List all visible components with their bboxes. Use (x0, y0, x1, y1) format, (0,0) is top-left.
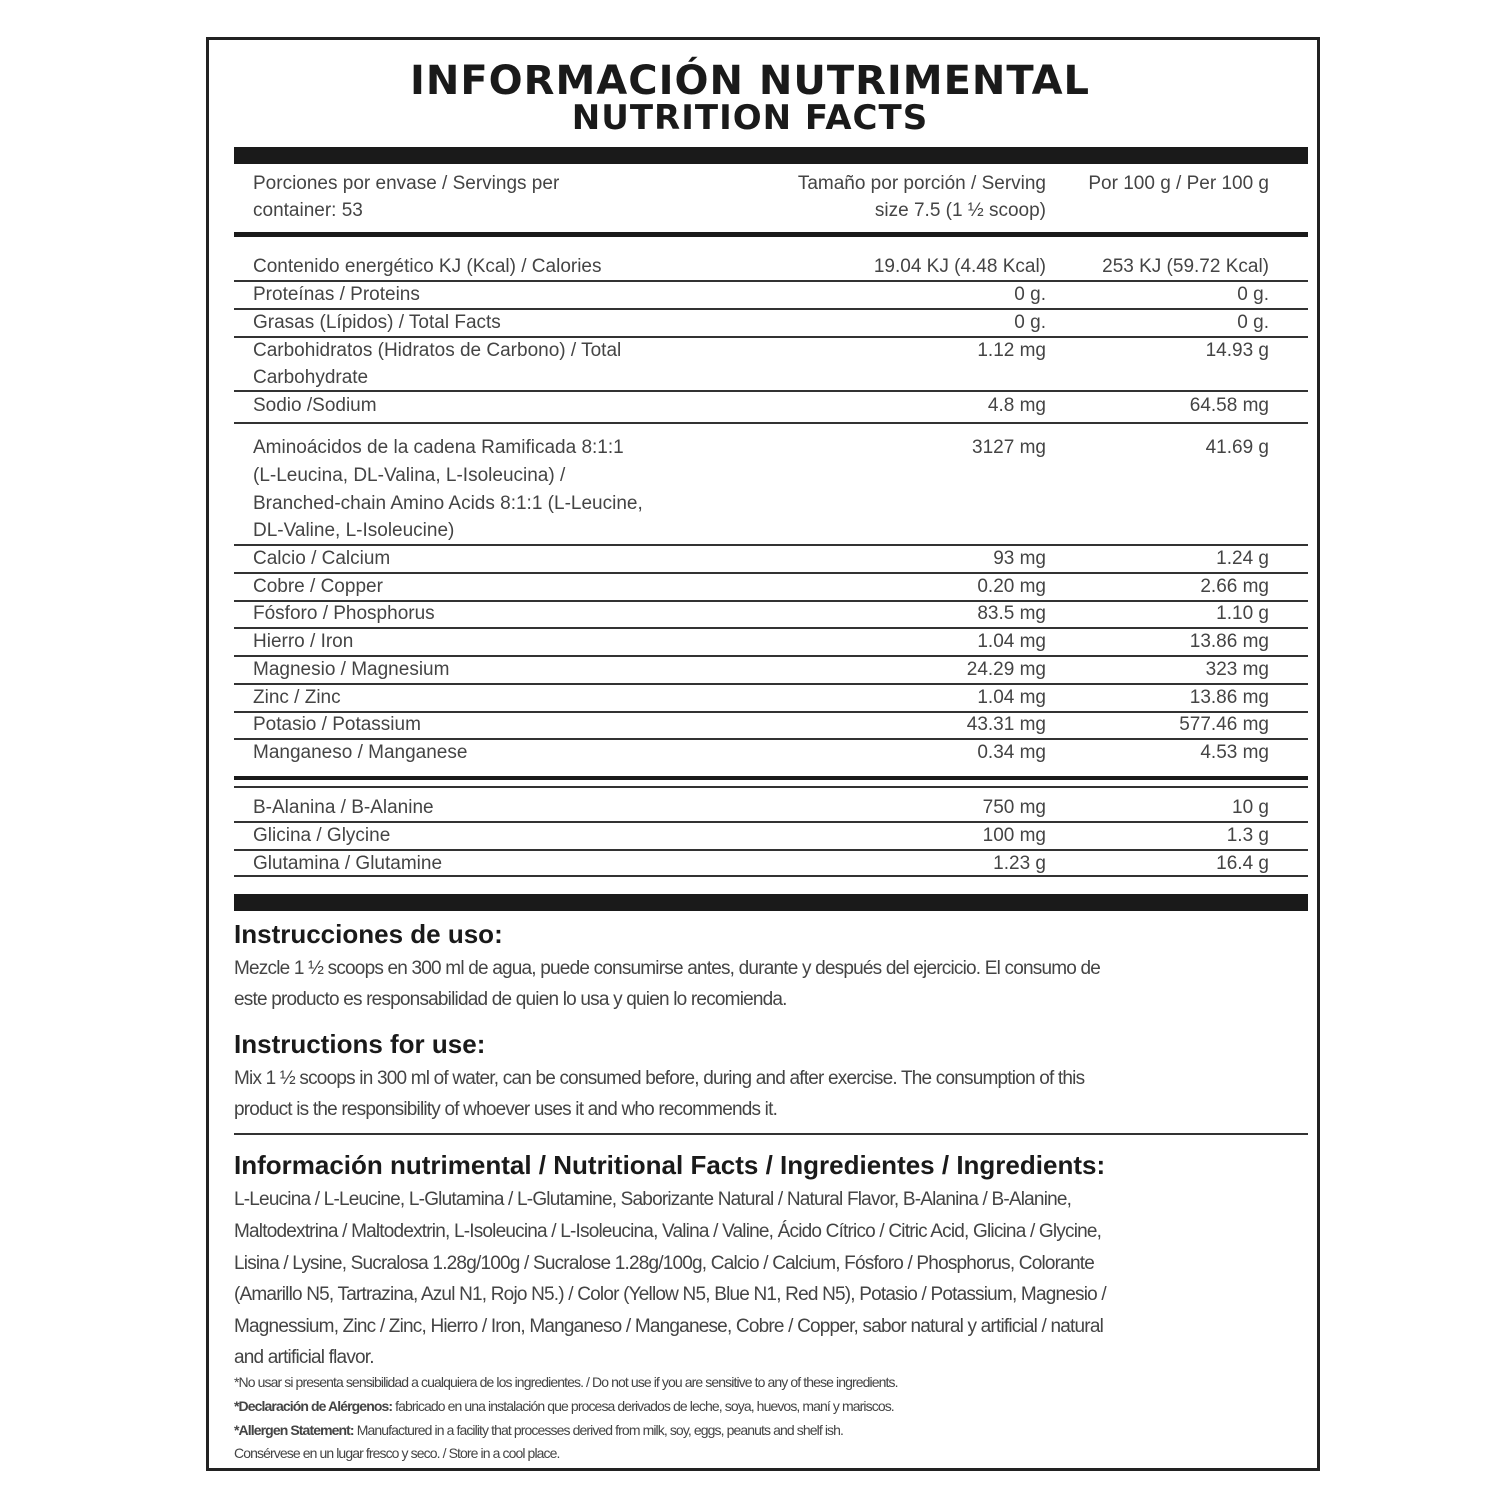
per100-header: Por 100 g / Per 100 g (1088, 173, 1269, 194)
row-copper-per100: 2.66 mg (1200, 576, 1269, 597)
note-allergen-en-text: Manufactured in a facility that processes derived from milk, soy, eggs, peanuts and shelf ish. (353, 1422, 844, 1438)
row-calcium-serving: 93 mg (993, 548, 1046, 569)
row-magnesium-serving: 24.29 mg (966, 659, 1046, 680)
note-sensitivity: *No usar si presenta sensibilidad a cualquiera de los ingredientes. / Do not use if you are sensitive to any of these ingredients. (234, 1374, 898, 1390)
row-phosphorus-serving: 83.5 mg (977, 603, 1046, 624)
row-calories-serving: 19.04 KJ (4.48 Kcal) (873, 256, 1046, 277)
note-allergen-es (234, 1395, 1294, 1419)
row-protein-label: Proteínas / Proteins (253, 284, 420, 305)
row-manganese-label: Manganeso / Manganese (253, 742, 468, 763)
row-zinc-per100: 13.86 mg (1189, 687, 1269, 708)
row-bcaa-per100: 41.69 g (1205, 437, 1269, 458)
ingredients-line-3: Lisina / Lysine, Sucralosa 1.28g/100g / Sucralose 1.28g/100g, Calcio / Calcium, Fósforo / Phosphorus, Colorante (234, 1253, 1094, 1274)
row-carbs-label-1: Carbohidratos (Hidratos de Carbono) / Total (253, 340, 622, 361)
row-manganese-serving: 0.34 mg (977, 742, 1046, 763)
row-copper-label: Cobre / Copper (253, 576, 383, 597)
ingredients-line-5: Magnessium, Zinc / Zinc, Hierro / Iron, Manganeso / Manganese, Cobre / Copper, sabor natural y artificial / natural (234, 1316, 1104, 1337)
row-magnesium-label: Magnesio / Magnesium (253, 659, 450, 680)
instructions-es-line-1: Mezcle 1 ½ scoops en 300 ml de agua, puede consumirse antes, durante y después del ejercicio. El consumo de (234, 958, 1101, 979)
row-fat-serving: 0 g. (1014, 312, 1046, 333)
instructions-es-heading: Instrucciones de uso: (234, 919, 503, 949)
instructions-en-line-2: product is the responsibility of whoever uses it and who recommends it. (234, 1099, 778, 1120)
row-manganese-per100: 4.53 mg (1200, 742, 1269, 763)
row-calcium-label: Calcio / Calcium (253, 548, 391, 569)
note-allergen-en (234, 1419, 1294, 1443)
servings-label-1: Porciones por envase / Servings per (253, 173, 560, 194)
row-glutamine-label: Glutamina / Glutamine (253, 853, 443, 874)
row-glycine-per100: 1.3 g (1226, 825, 1269, 846)
servings-label-2: container: 53 (253, 200, 363, 221)
row-bcaa-label-4: DL-Valine, L-Isoleucine) (253, 520, 455, 541)
row-iron-serving: 1.04 mg (977, 631, 1046, 652)
row-potassium-per100: 577.46 mg (1179, 714, 1269, 735)
row-balanine-serving: 750 mg (982, 797, 1046, 818)
row-carbs-label-2: Carbohydrate (253, 367, 369, 388)
ingredients-line-2: Maltodextrina / Maltodextrin, L-Isoleucina / L-Isoleucina, Valina / Valine, Ácido Cítrico / Citric Acid, Glicina / Glycine, (234, 1221, 1102, 1242)
note-storage: Consérvese en un lugar fresco y seco. / Store in a cool place. (234, 1445, 560, 1461)
row-potassium-serving: 43.31 mg (966, 714, 1046, 735)
section-divider-thin (234, 786, 1308, 788)
row-divider (234, 875, 1308, 877)
header-divider (234, 232, 1308, 237)
row-glycine-label: Glicina / Glycine (253, 825, 391, 846)
row-balanine-per100: 10 g (1232, 797, 1269, 818)
row-sodium-label: Sodio /Sodium (253, 395, 377, 416)
row-sodium-serving: 4.8 mg (987, 395, 1046, 416)
section-divider (234, 776, 1308, 780)
row-iron-label: Hierro / Iron (253, 631, 354, 652)
row-divider (234, 422, 1308, 424)
row-calories-label: Contenido energético KJ (Kcal) / Calories (253, 256, 602, 277)
row-phosphorus-per100: 1.10 g (1216, 603, 1269, 624)
ingredients-line-6: and artificial flavor. (234, 1347, 374, 1368)
bottom-bar (234, 894, 1308, 911)
ingredients-divider (234, 1133, 1308, 1135)
note-allergen-es-label: *Declaración de Alérgenos: (234, 1398, 393, 1414)
top-bar (234, 147, 1308, 164)
row-bcaa-label-3: Branched-chain Amino Acids 8:1:1 (L-Leucine, (253, 493, 643, 514)
row-sodium-per100: 64.58 mg (1189, 395, 1269, 416)
ingredients-line-1: L-Leucina / L-Leucine, L-Glutamina / L-Glutamine, Saborizante Natural / Natural Flavor, B-Alanina / B-Alanine, (234, 1189, 1072, 1210)
row-protein-per100: 0 g. (1237, 284, 1269, 305)
note-allergen-es-text: fabricado en una instalación que procesa derivados de leche, soya, huevos, maní y mariscos. (392, 1398, 894, 1414)
row-phosphorus-label: Fósforo / Phosphorus (253, 603, 435, 624)
row-balanine-label: B-Alanina / B-Alanine (253, 797, 434, 818)
row-carbs-per100: 14.93 g (1205, 340, 1269, 361)
instructions-en-heading: Instructions for use: (234, 1029, 486, 1059)
row-glutamine-serving: 1.23 g (993, 853, 1046, 874)
row-bcaa-label-2: (L-Leucina, DL-Valina, L-Isoleucina) / (253, 465, 566, 486)
row-potassium-label: Potasio / Potassium (253, 714, 421, 735)
row-bcaa-serving: 3127 mg (972, 437, 1046, 458)
title-spanish: INFORMACIÓN NUTRIMENTAL (409, 58, 1091, 104)
row-fat-label: Grasas (Lípidos) / Total Facts (253, 312, 501, 333)
row-glycine-serving: 100 mg (982, 825, 1046, 846)
row-zinc-serving: 1.04 mg (977, 687, 1046, 708)
row-magnesium-per100: 323 mg (1205, 659, 1269, 680)
ingredients-line-4: (Amarillo N5, Tartrazina, Azul N1, Rojo N5.) / Color (Yellow N5, Blue N1, Red N5), Potasio / Potassium, Magnesio / (234, 1284, 1106, 1305)
row-zinc-label: Zinc / Zinc (253, 687, 341, 708)
instructions-en-line-1: Mix 1 ½ scoops in 300 ml of water, can be consumed before, during and after exercise. The consumption of this (234, 1068, 1085, 1089)
title-english: NUTRITION FACTS (571, 98, 929, 138)
row-calories-per100: 253 KJ (59.72 Kcal) (1102, 256, 1269, 277)
row-fat-per100: 0 g. (1237, 312, 1269, 333)
note-allergen-en-label: *Allergen Statement: (234, 1422, 354, 1438)
serving-size-1: Tamaño por porción / Serving (797, 173, 1046, 194)
row-calcium-per100: 1.24 g (1216, 548, 1269, 569)
row-glutamine-per100: 16.4 g (1216, 853, 1269, 874)
row-carbs-serving: 1.12 mg (977, 340, 1046, 361)
row-protein-serving: 0 g. (1014, 284, 1046, 305)
instructions-es-line-2: este producto es responsabilidad de quien lo usa y quien lo recomienda. (234, 989, 787, 1010)
ingredients-heading: Información nutrimental / Nutritional Facts / Ingredientes / Ingredients: (234, 1150, 1106, 1180)
row-copper-serving: 0.20 mg (977, 576, 1046, 597)
serving-size-2: size 7.5 (1 ½ scoop) (874, 200, 1046, 221)
row-iron-per100: 13.86 mg (1189, 631, 1269, 652)
row-bcaa-label-1: Aminoácidos de la cadena Ramificada 8:1:1 (253, 437, 624, 458)
